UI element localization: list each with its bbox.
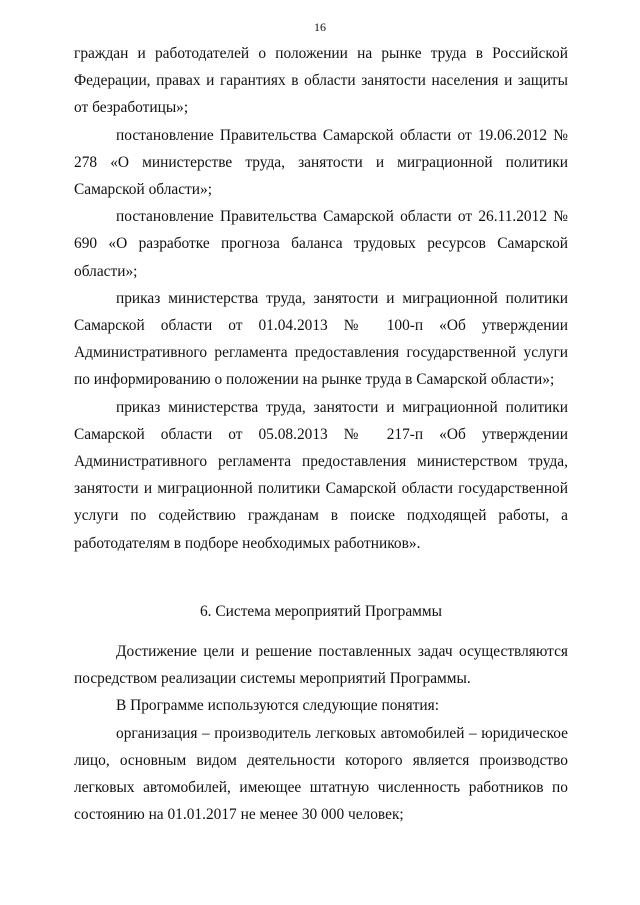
paragraph-resolution-690: постановление Правительства Самарской области от 26.11.2012 № 690 «О разработке прогноза баланса трудовых ресурсов Самарской области»; (74, 208, 568, 280)
paragraph-goal: Достижение цели и решение поставленных задач осуществляются посредством реализации системы мероприятий Программы. (74, 643, 568, 688)
page-number: 16 (314, 20, 326, 34)
paragraph-order-100: приказ министерства труда, занятости и миграционной политики Самарской области от 01.04.2013 № 100-п «Об утверждении Административного регламента предоставления государственной услуги по информированию о положении на рынке труда в Самарской области»; (74, 289, 568, 389)
heading-spacer (74, 625, 568, 638)
section-heading: 6. Система мероприятий Программы (199, 602, 442, 620)
document-body (74, 40, 568, 828)
paragraph-concepts-intro: В Программе используются следующие понятия: (116, 697, 440, 715)
paragraph-order-217: приказ министерства труда, занятости и миграционной политики Самарской области от 05.08.2013 № 217-п «Об утверждении Административного регламента предоставления министерством труда, занятости и миграционной политики Самарской области государственной услуги по содействию гражданам в поиске подходящей работы, а работодателям в подборе необходимых работников». (74, 398, 568, 552)
paragraph-definition-organization: организация – производитель легковых автомобилей – юридическое лицо, основным видом деятельности которого является производство легковых автомобилей, имеющее штатную численность работников по состоянию на 01.01.2017 не менее 30 000 человек; (74, 724, 568, 824)
paragraph-continuation: граждан и работодателей о положении на рынке труда в Российской Федерации, правах и гарантиях в области занятости населения и защиты от безработицы»; (74, 45, 568, 117)
section-spacer (74, 557, 568, 598)
paragraph-resolution-278: постановление Правительства Самарской области от 19.06.2012 № 278 «О министерстве труда, занятости и миграционной политики Самарской области»; (74, 126, 568, 199)
